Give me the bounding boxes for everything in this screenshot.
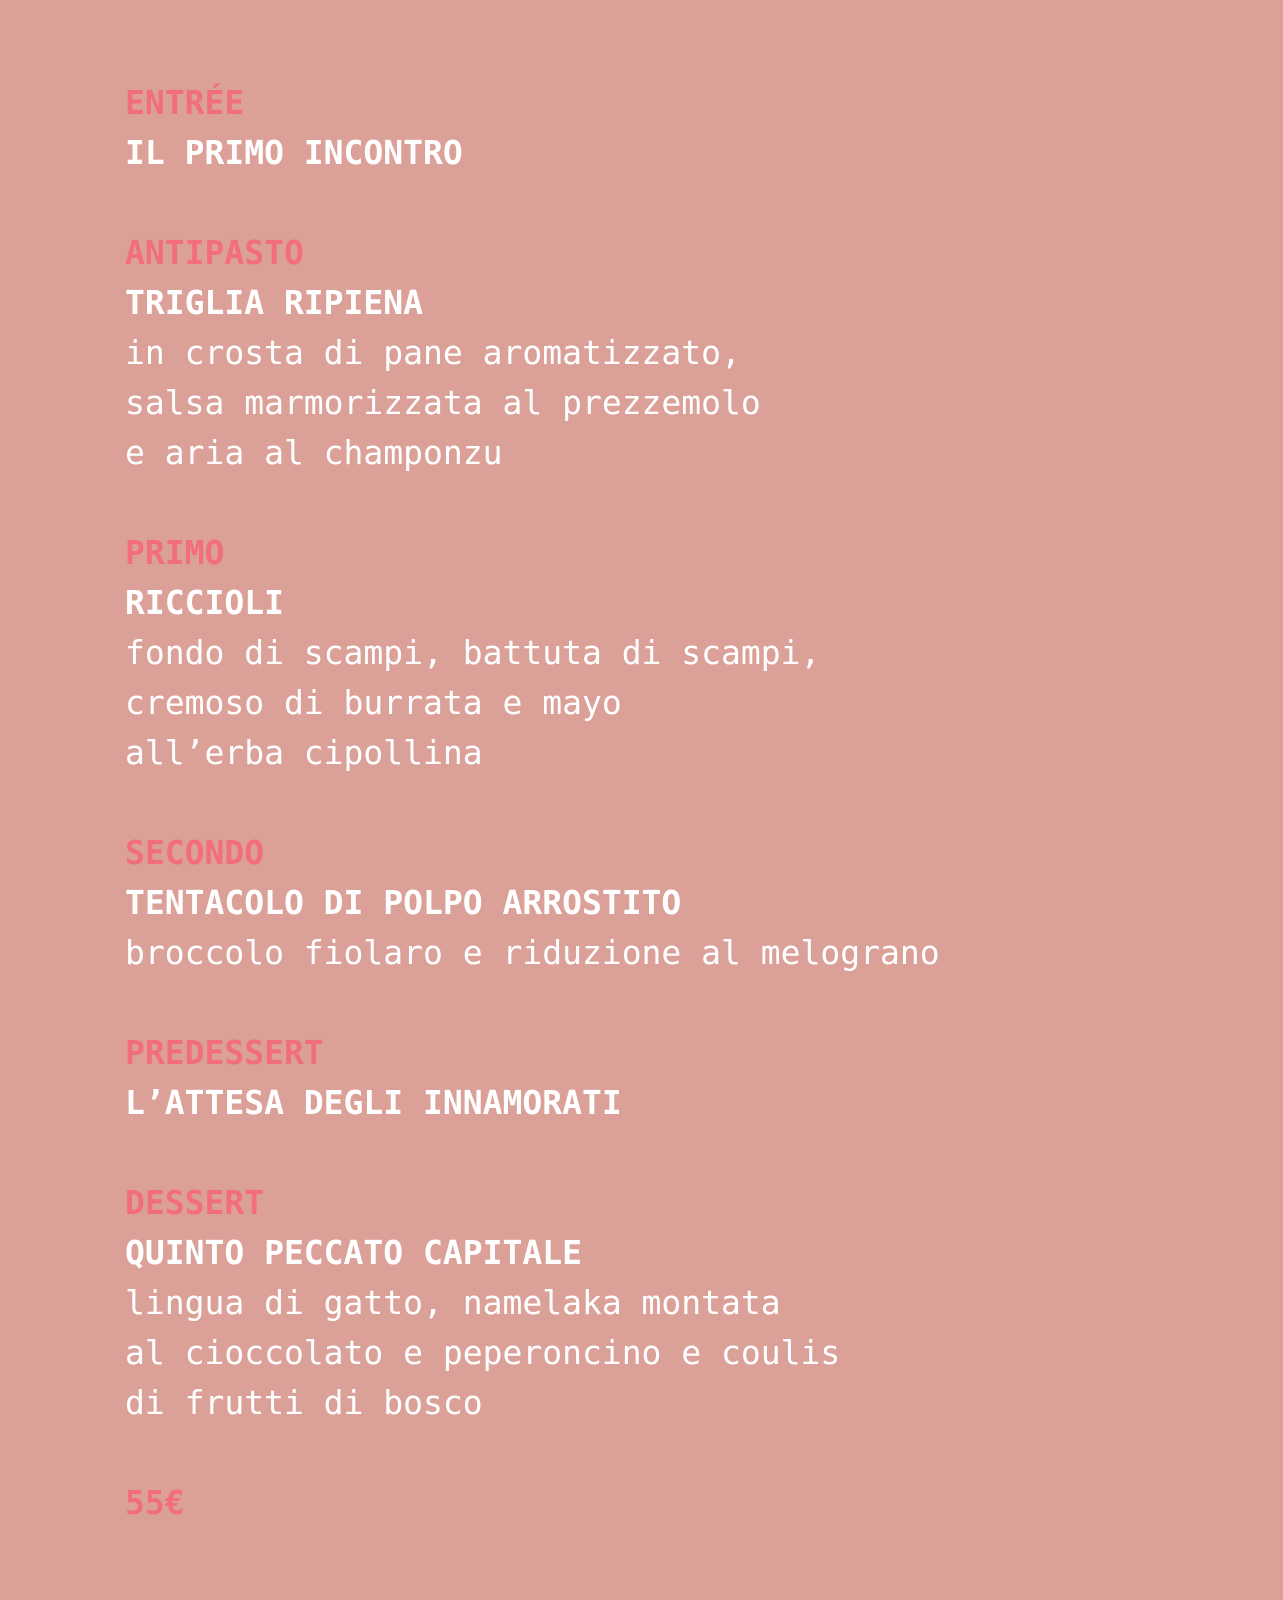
course-antipasto <box>125 228 1225 478</box>
dish-name: TENTACOLO DI POLPO ARROSTITO <box>125 883 682 922</box>
tasting-menu <box>125 78 1225 1528</box>
course-secondo <box>125 828 1225 978</box>
course-label: SECONDO <box>125 833 265 872</box>
course-label: DESSERT <box>125 1183 265 1222</box>
course-entree <box>125 78 1225 178</box>
dish-description-line: all’erba cipollina <box>125 733 483 772</box>
course-label: PREDESSERT <box>125 1033 324 1072</box>
course-label: ANTIPASTO <box>125 233 304 272</box>
dish-name: TRIGLIA RIPIENA <box>125 283 424 322</box>
course-label: ENTRÉE <box>125 83 245 122</box>
dish-name: QUINTO PECCATO CAPITALE <box>125 1233 582 1272</box>
dish-description-line: lingua di gatto, namelaka montata <box>125 1283 781 1322</box>
course-primo <box>125 528 1225 778</box>
course-predessert <box>125 1028 1225 1128</box>
menu-price: 55€ <box>125 1483 185 1522</box>
course-dessert <box>125 1178 1225 1428</box>
dish-description-line: e aria al champonzu <box>125 433 503 472</box>
dish-description-line: in crosta di pane aromatizzato, <box>125 333 741 372</box>
dish-description-line: salsa marmorizzata al prezzemolo <box>125 383 761 422</box>
dish-description-line: di frutti di bosco <box>125 1383 483 1422</box>
dish-description-line: cremoso di burrata e mayo <box>125 683 622 722</box>
dish-name: RICCIOLI <box>125 583 284 622</box>
course-label: PRIMO <box>125 533 225 572</box>
dish-name: L’ATTESA DEGLI INNAMORATI <box>125 1083 622 1122</box>
dish-name: IL PRIMO INCONTRO <box>125 133 463 172</box>
dish-description-line: fondo di scampi, battuta di scampi, <box>125 633 821 672</box>
dish-description-line: broccolo fiolaro e riduzione al melograno <box>125 933 940 972</box>
dish-description-line: al cioccolato e peperoncino e coulis <box>125 1333 841 1372</box>
